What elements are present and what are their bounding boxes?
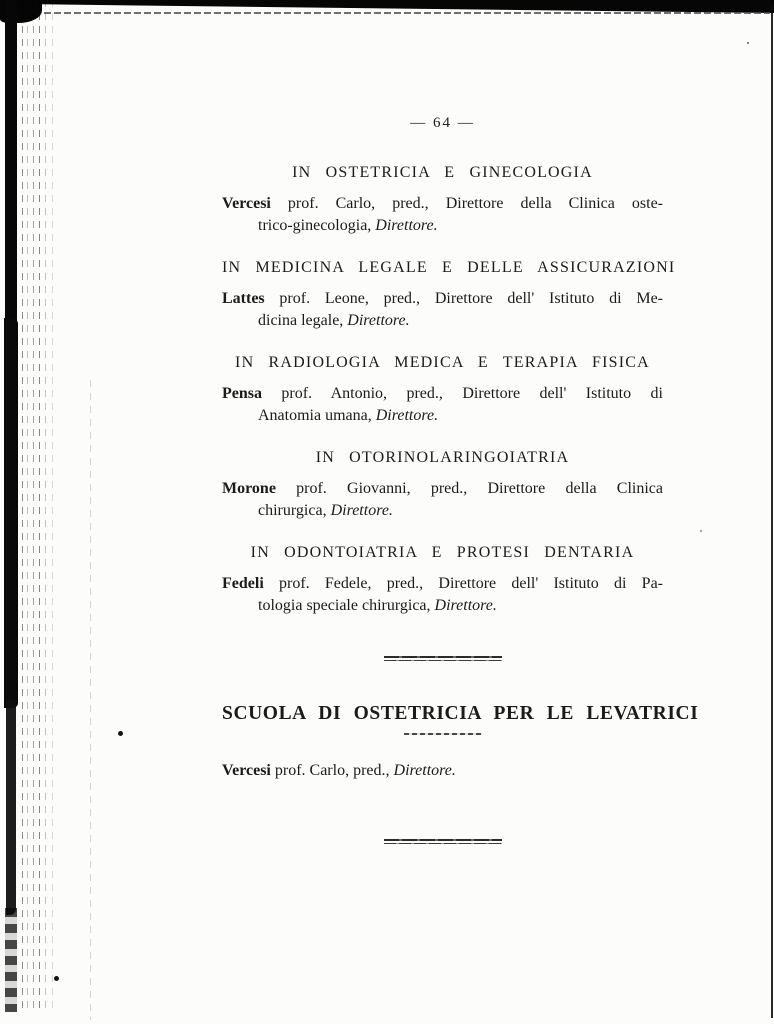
role-title-italic: Direttore.: [393, 762, 456, 779]
role-title-italic: Direttore.: [375, 217, 438, 234]
scan-top-speck-line: [34, 12, 770, 14]
scan-speck: [118, 731, 123, 736]
divider-line: [384, 656, 502, 658]
faculty-entry: [222, 193, 663, 237]
entry-line1: [222, 573, 663, 595]
school-title-underline: [404, 733, 482, 735]
scan-speck: [54, 976, 59, 981]
professor-name: Fedeli: [222, 575, 264, 592]
entry-line1: [222, 193, 663, 215]
role-title-italic: Direttore.: [434, 597, 497, 614]
faculty-entry: [222, 288, 663, 332]
section-otorinolaringoiatria: [222, 447, 663, 522]
entry-line1: [222, 478, 663, 500]
entry-line1: [222, 288, 663, 310]
section-odontoiatria: [222, 542, 663, 617]
entry-line1: [222, 383, 663, 405]
role-title-italic: Direttore.: [375, 407, 439, 424]
page-number: — 64 —: [410, 115, 475, 131]
faculty-entry: [222, 760, 663, 782]
divider-line: [384, 843, 502, 844]
entry-text: prof. Carlo, pred.,: [270, 762, 394, 779]
role-title-italic: Direttore.: [330, 502, 393, 519]
entry-line2: [222, 215, 663, 237]
divider-line: [384, 839, 502, 841]
professor-name: Vercesi: [222, 195, 271, 212]
faculty-entry: [222, 573, 663, 617]
school-title: SCUOLA DI OSTETRICIA PER LE LEVATRICI: [222, 703, 699, 724]
entry-line2: [222, 595, 663, 617]
divider-line: [384, 660, 502, 661]
faculty-entry: [222, 478, 663, 522]
professor-name: Vercesi: [222, 762, 271, 779]
entry-line2-text: Anatomia umana,: [258, 407, 376, 424]
book-spine-shadow-fade: [5, 908, 17, 1012]
page-edge-line: [45, 0, 46, 1012]
divider-double-rule: [384, 839, 502, 844]
page-edge-line: [90, 380, 91, 1020]
page-edge-line: [22, 0, 23, 1012]
page-edge-line: [52, 0, 53, 1012]
section-heading: IN ODONTOIATRIA E PROTESI DENTARIA: [250, 544, 635, 561]
faculty-entry: [222, 383, 663, 427]
book-spine-shadow: [6, 700, 16, 915]
section-heading: IN MEDICINA LEGALE E DELLE ASSICURAZIONI: [222, 259, 676, 276]
entry-line2-text: dicina legale,: [258, 312, 348, 329]
section-radiologia-medica: [222, 352, 663, 427]
text-column: [222, 112, 699, 844]
divider-double-rule: [384, 656, 502, 661]
entry-line2: [222, 310, 663, 332]
scan-speck: [747, 42, 749, 44]
page-edge-line: [33, 0, 34, 1012]
section-ostetricia-ginecologia: [222, 162, 663, 237]
entry-line1-text: prof. Antonio, pred., Direttore dell' Istituto di: [262, 385, 663, 402]
book-spine-shadow: [5, 0, 17, 330]
section-heading: IN OSTETRICIA E GINECOLOGIA: [292, 164, 593, 181]
entry-line2-text: trico-ginecologia,: [258, 217, 376, 234]
entry-line1-text: prof. Fedele, pred., Direttore dell' Istituto di Pa-: [263, 575, 663, 592]
role-title-italic: Direttore.: [347, 312, 410, 329]
section-heading: IN RADIOLOGIA MEDICA E TERAPIA FISICA: [235, 354, 650, 371]
entry-line2-text: tologia speciale chirurgica,: [258, 597, 435, 614]
entry-line1-text: prof. Leone, pred., Direttore dell' Istituto di Me-: [264, 290, 663, 307]
scan-speck: [700, 530, 702, 532]
professor-name: Morone: [222, 480, 276, 497]
book-spine-shadow: [4, 318, 18, 708]
professor-name: Lattes: [222, 290, 265, 307]
professor-name: Pensa: [222, 385, 262, 402]
page-edge-line: [39, 0, 40, 1012]
entry-line2-text: chirurgica,: [258, 502, 331, 519]
page-edge-line: [27, 0, 28, 1012]
section-medicina-legale: [222, 257, 676, 332]
entry-line2: [222, 500, 663, 522]
entry-line1-text: prof. Giovanni, pred., Direttore della Clinica: [275, 480, 663, 497]
scan-right-edge-line: [771, 6, 774, 1018]
section-heading: IN OTORINOLARINGOIATRIA: [315, 449, 570, 466]
entry-line2: [222, 405, 663, 427]
entry-line1-text: prof. Carlo, pred., Direttore della Clinica oste-: [270, 195, 663, 212]
